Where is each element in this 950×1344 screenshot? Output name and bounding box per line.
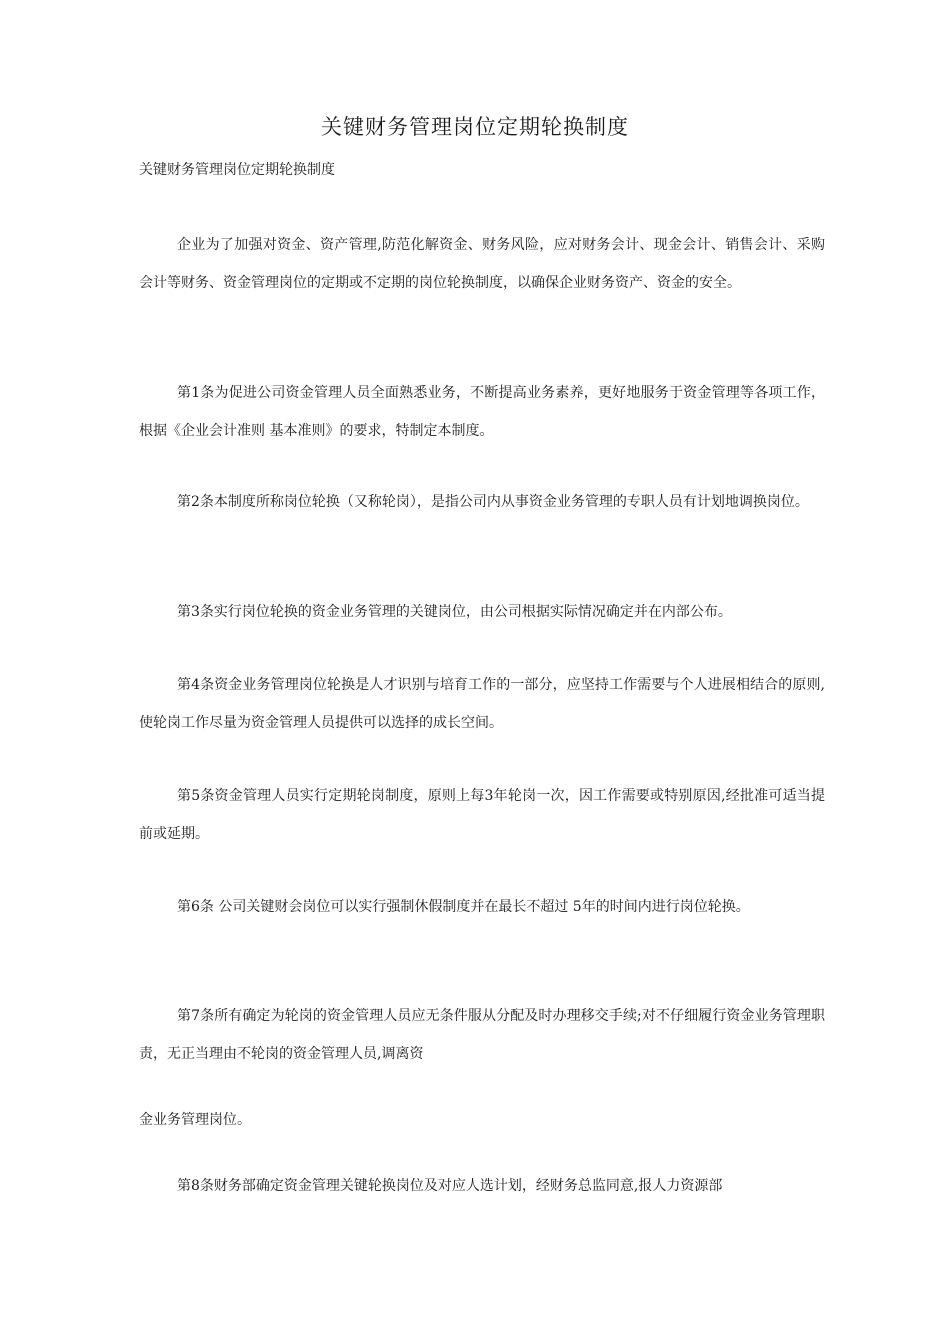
article-7-continuation: 金业务管理岗位。 (139, 1112, 251, 1128)
document-title: 关键财务管理岗位定期轮换制度 (321, 115, 629, 139)
article-3-paragraph: 第3条实行岗位轮换的资金业务管理的关键岗位，由公司根据实际情况确定并在内部公布。 (177, 604, 732, 620)
article-4-paragraph: 第4条资金业务管理岗位轮换是人才识别与培育工作的一部分，应坚持工作需要与个人进展相结合的原则,使轮岗工作尽量为资金管理人员提供可以选择的成长空间。 (139, 677, 825, 731)
intro-paragraph: 企业为了加强对资金、资产管理,防范化解资金、财务风险，应对财务会计、现金会计、销售会计、采购会计等财务、资金管理岗位的定期或不定期的岗位轮换制度，以确保企业财务资产、资金的安全。 (139, 237, 825, 291)
article-5-paragraph: 第5条资金管理人员实行定期轮岗制度，原则上每3年轮岗一次，因工作需要或特别原因,经批准可适当提前或延期。 (139, 788, 825, 842)
document-subtitle: 关键财务管理岗位定期轮换制度 (139, 162, 335, 178)
article-2-paragraph: 第2条本制度所称岗位轮换（又称轮岗），是指公司内从事资金业务管理的专职人员有计划地调换岗位。 (177, 494, 809, 510)
article-8-paragraph: 第8条财务部确定资金管理关键轮换岗位及对应人选计划，经财务总监同意,报人力资源部 (177, 1178, 723, 1194)
article-7-paragraph: 第7条所有确定为轮岗的资金管理人员应无条件服从分配及时办理移交手续;对不仔细履行资金业务管理职责，无正当理由不轮岗的资金管理人员,调离资 (139, 1008, 825, 1062)
article-1-paragraph: 第1条为促进公司资金管理人员全面熟悉业务，不断提高业务素养，更好地服务于资金管理等各项工作，根据《企业会计准则 基本准则》的要求，特制定本制度。 (139, 385, 825, 439)
article-6-paragraph: 第6条 公司关键财会岗位可以实行强制休假制度并在最长不超过 5年的时间内进行岗位轮换。 (177, 899, 750, 915)
